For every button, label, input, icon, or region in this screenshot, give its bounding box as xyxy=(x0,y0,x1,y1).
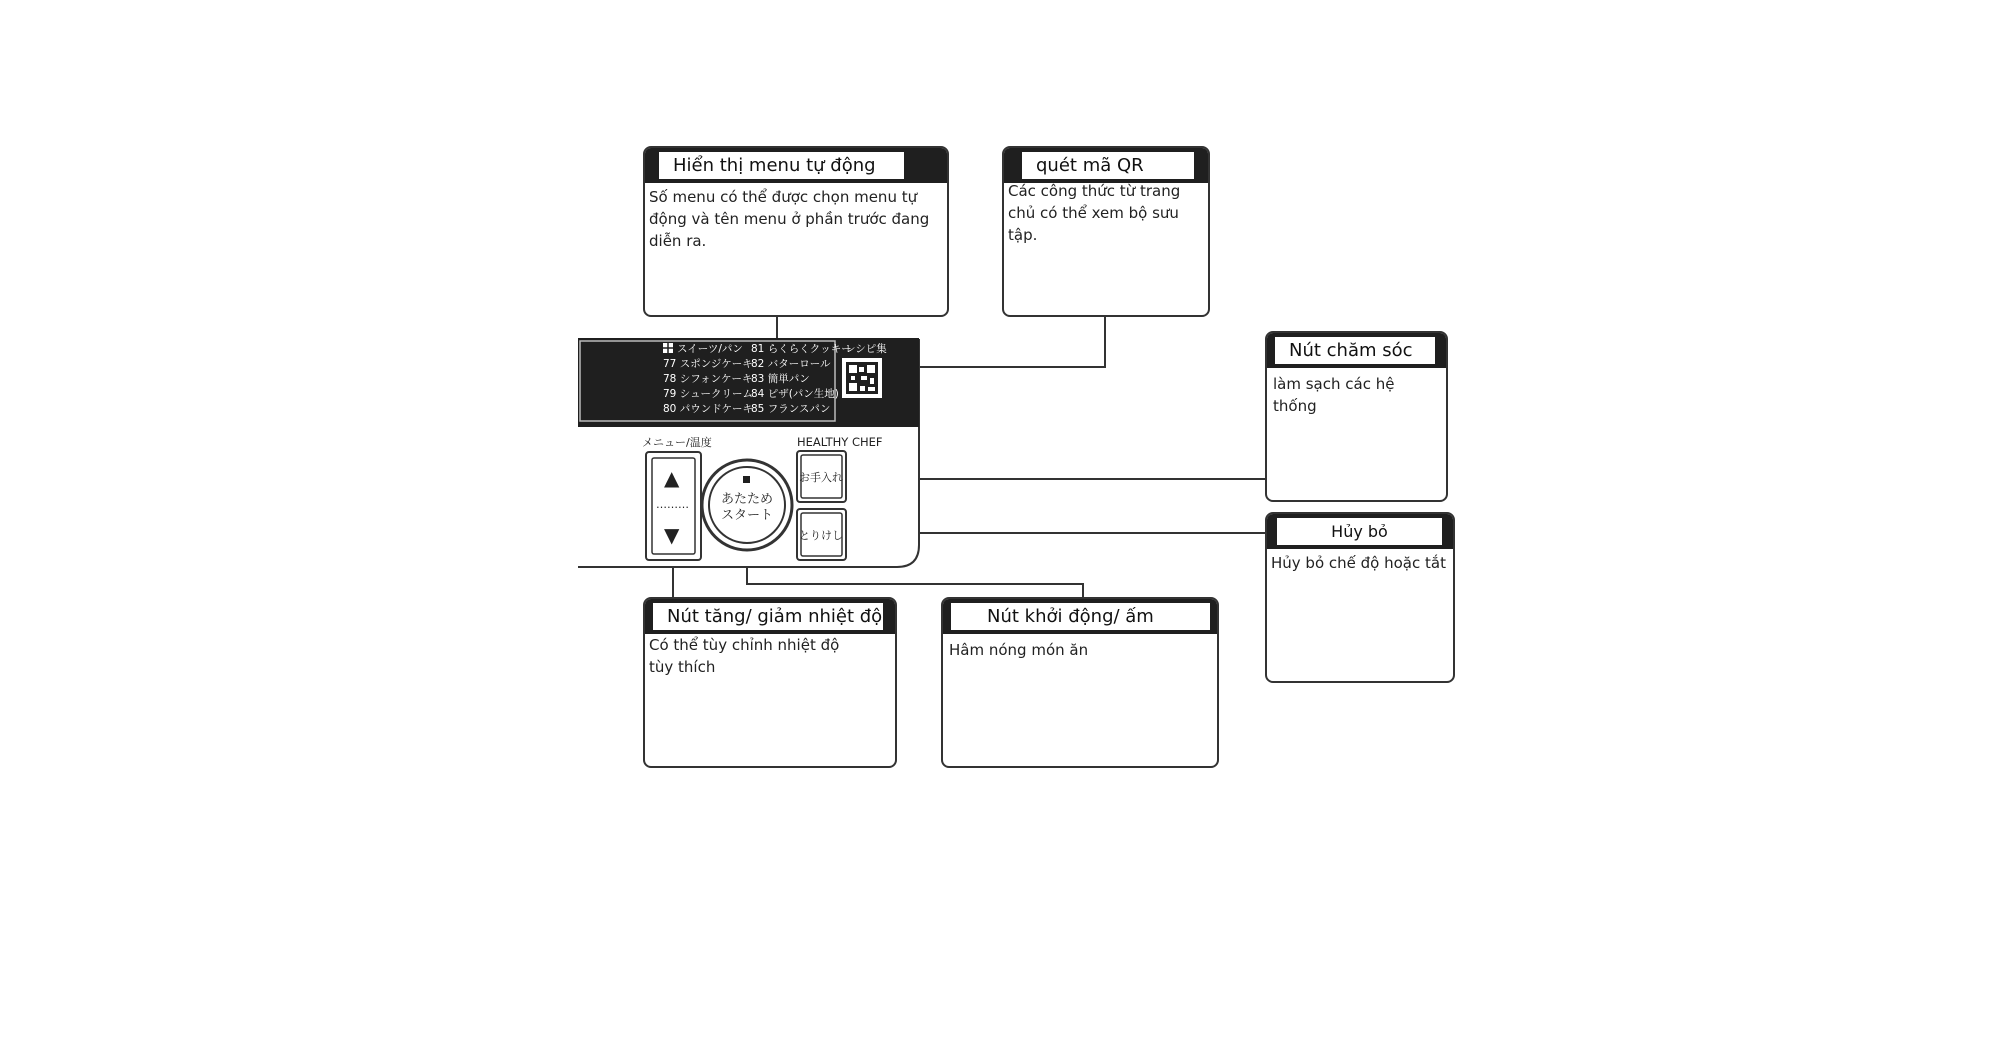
callout-care-title: Nút chăm sóc xyxy=(1275,337,1435,364)
up-arrow-icon: ▲ xyxy=(664,466,680,490)
menu-item: 78 シフォンケーキ xyxy=(663,373,753,385)
callout-cancel-text: Hủy bỏ chế độ hoặc tắt xyxy=(1271,554,1446,572)
care-key-label: お手入れ xyxy=(799,471,843,484)
callout-start-title: Nút khởi động/ ấm xyxy=(951,603,1210,630)
callout-qr-text: Các công thức từ trang chủ có thể xem bộ sưu tập. xyxy=(1008,182,1181,244)
menu-item: 83 簡単パン xyxy=(751,373,810,385)
menu-item: 82 バターロール xyxy=(751,358,831,370)
callout-care-text: làm sạch các hệ thống xyxy=(1273,375,1395,415)
dots: ……… xyxy=(656,498,689,511)
callout-auto-menu xyxy=(643,146,949,317)
healthy-chef-label: HEALTHY CHEF xyxy=(797,435,883,449)
callout-start xyxy=(941,597,1219,768)
menu-item: 79 シュークリーム xyxy=(663,388,753,400)
start-label-1: あたため xyxy=(720,492,774,507)
callout-temp-text: Có thể tùy chỉnh nhiệt độ tùy thích xyxy=(649,636,840,676)
callout-auto-menu-text: Số menu có thể được chọn menu tự động và tên menu ở phần trước đang diễn ra. xyxy=(649,188,930,250)
callout-cancel-title: Hủy bỏ xyxy=(1277,518,1442,545)
start-indicator xyxy=(743,476,750,483)
menu-header-text: スイーツ/パン xyxy=(677,343,743,355)
menu-item: 80 パウンドケーキ xyxy=(663,403,753,415)
callout-start-text: Hâm nóng món ăn xyxy=(949,641,1089,659)
cancel-key-label: とりけし xyxy=(799,529,843,542)
callout-temp-title: Nút tăng/ giảm nhiệt độ xyxy=(653,603,883,630)
callout-auto-menu-title: Hiển thị menu tự động xyxy=(659,152,904,179)
menu-temp-label: メニュー/温度 xyxy=(642,436,712,449)
callout-qr-title: quét mã QR xyxy=(1022,152,1194,179)
start-label-2: スタート xyxy=(720,508,774,523)
recipe-label: レシピ集 xyxy=(845,343,887,355)
callout-qr xyxy=(1002,146,1210,317)
callout-temp xyxy=(643,597,897,768)
callout-cancel xyxy=(1265,512,1455,683)
menu-item: 84 ピザ(パン生地) xyxy=(751,388,839,400)
menu-item: 81 らくらくクッキー xyxy=(751,343,852,355)
qr-code-icon xyxy=(842,358,882,398)
down-arrow-icon: ▼ xyxy=(664,523,680,547)
callout-care xyxy=(1265,331,1448,502)
menu-item: 85 フランスパン xyxy=(751,403,831,415)
menu-item: 77 スポンジケーキ xyxy=(663,358,753,370)
